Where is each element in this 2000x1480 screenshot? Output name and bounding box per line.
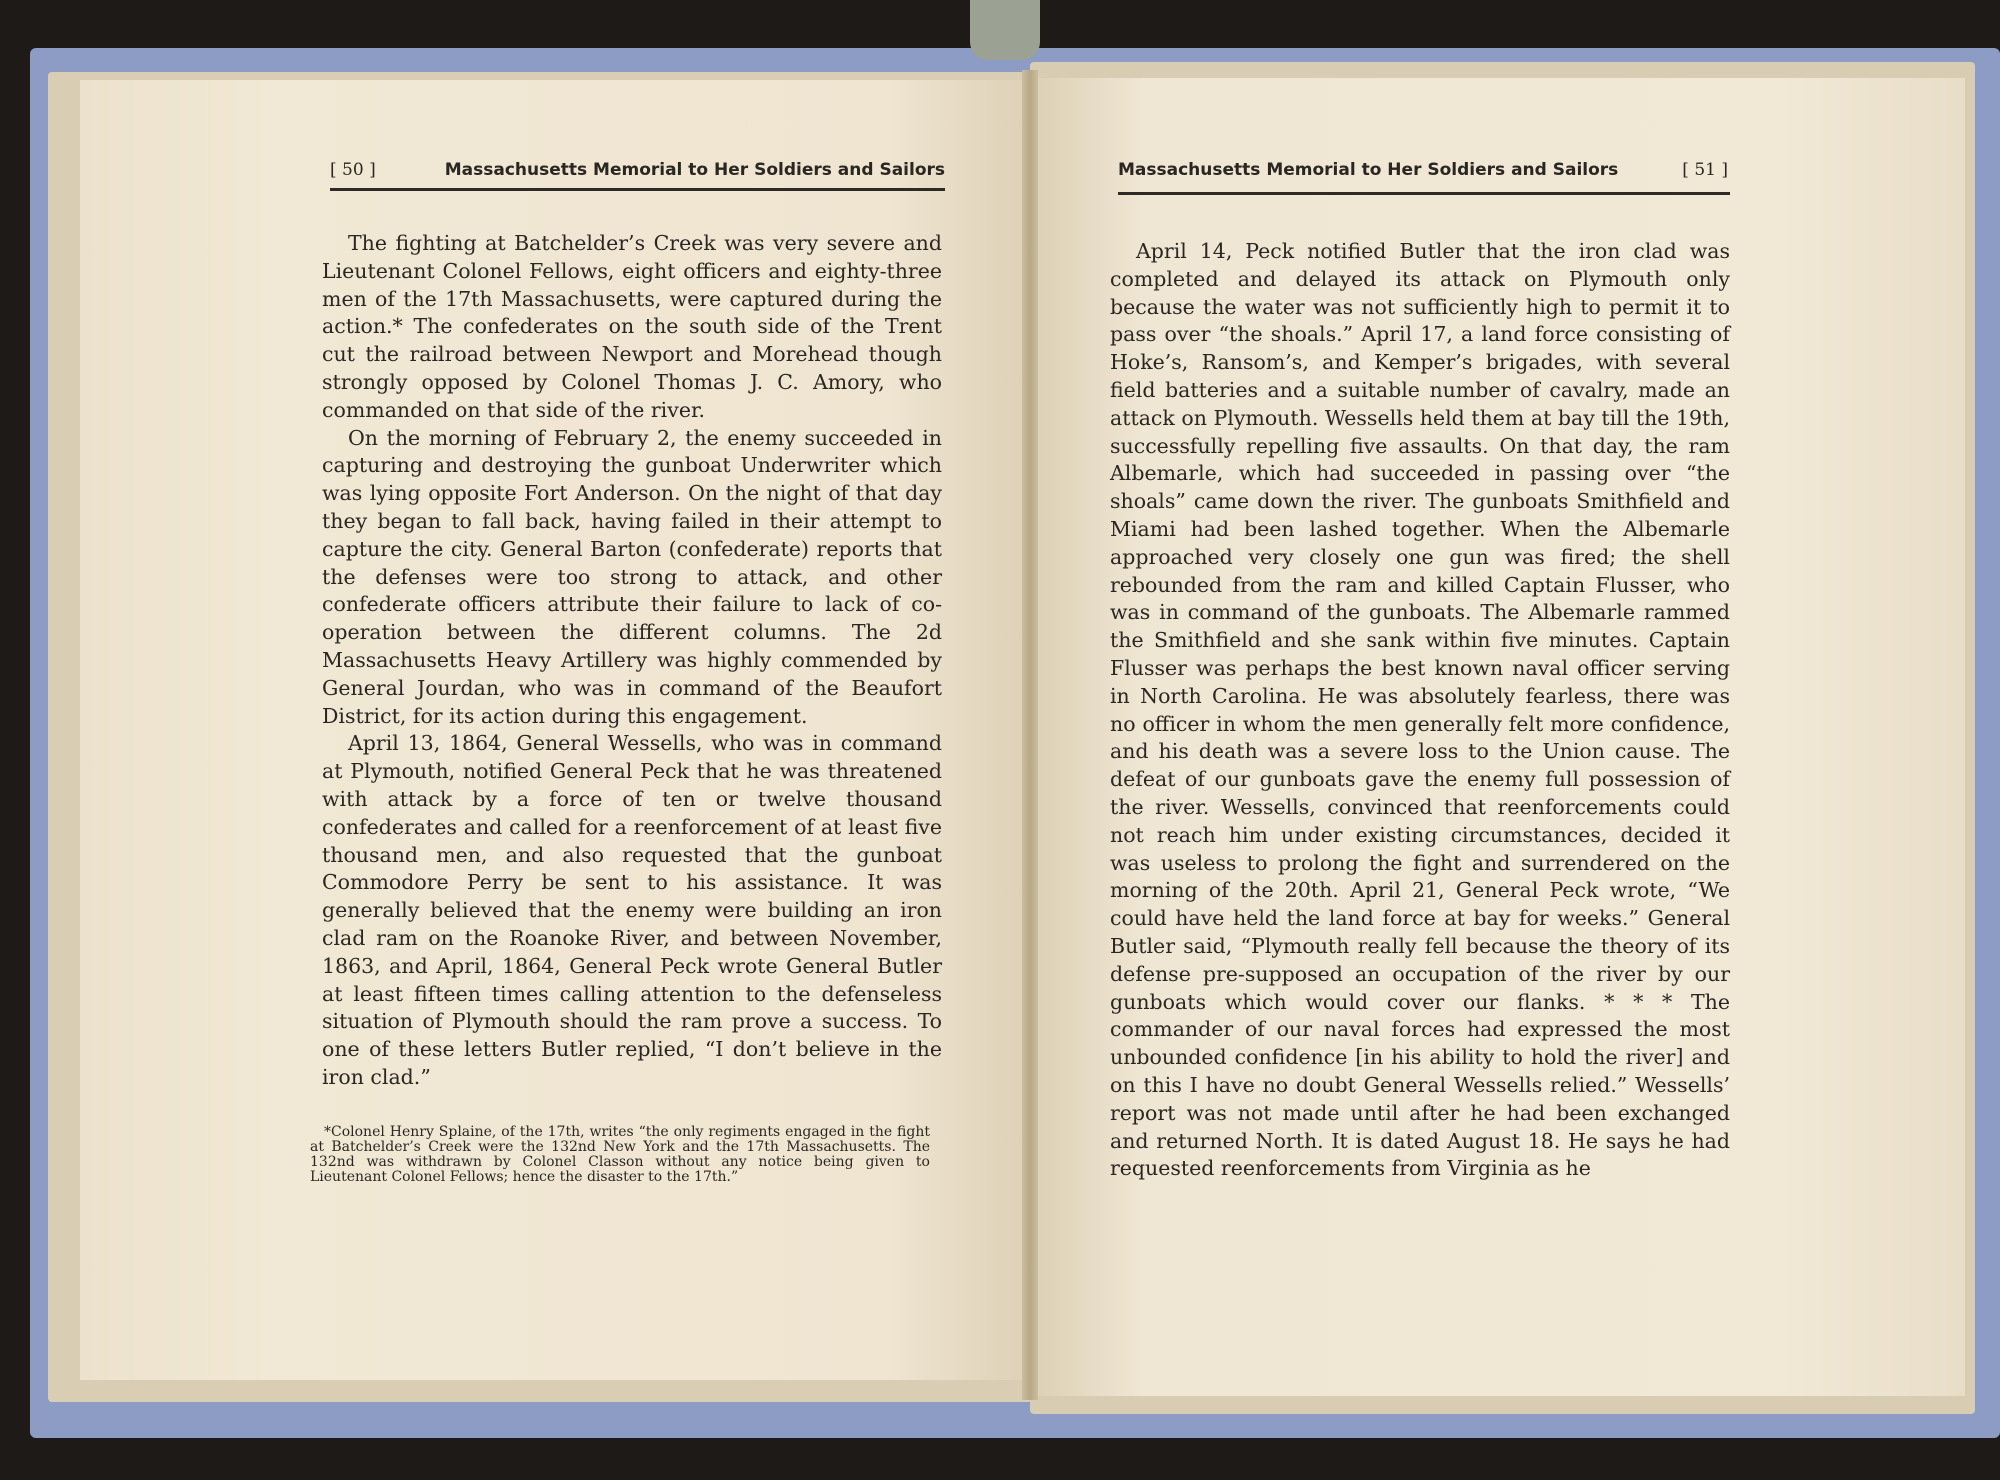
paragraph: On the morning of February 2, the enemy succeeded in capturing and destroying the gunboat Underwriter which was lying opposite Fort Anderson. On the night of that day they began to fall back, having failed in their attempt to capture the city. General Barton (confederate) reports that the defenses were too strong to attack, and other confederate officers attribute their failure to lack of co-operation between the different columns. The 2d Massachusetts Heavy Artillery was highly commended by General Jourdan, who was in command of the Beaufort District, for its action during this engagement. <box>322 425 942 728</box>
footnote <box>310 1125 930 1185</box>
bookmark-ribbon <box>970 0 1040 60</box>
paragraph: April 13, 1864, General Wessells, who was in command at Plymouth, notified General Peck that he was threatened with attack by a force of ten or twelve thousand confederates and called for a reenforcement of at least five thousand men, and also requested that the gunboat Commodore Perry be sent to his assistance. It was generally believed that the enemy were building an iron clad ram on the Roanoke River, and between November, 1863, and April, 1864, General Peck wrote General Butler at least fifteen times calling attention to the defenseless situation of Plymouth should the ram prove a success. To one of these letters Butler replied, “I don’t believe in the iron clad.” <box>322 731 942 1089</box>
right-page-body <box>1110 238 1730 1183</box>
left-page-body <box>322 230 942 1092</box>
footnote-text: *Colonel Henry Splaine, of the 17th, writes “the only regiments engaged in the fight at Batchelder’s Creek were the 132nd New York and the 17th Massachusetts. The 132nd was withdrawn by Colonel Classon without any notice being given to Lieutenant Colonel Fellows; hence the disaster to the 17th.” <box>310 1124 930 1185</box>
paragraph: April 14, Peck notified Butler that the iron clad was completed and delayed its attack on Plymouth only because the water was not sufficiently high to permit it to pass over “the shoals.” April 17, a land force consisting of Hoke’s, Ransom’s, and Kemper’s brigades, with several field batteries and a suitable number of cavalry, made an attack on Plymouth. Wessells held them at bay till the 19th, successfully repelling five assaults. On that day, the ram Albemarle, which had succeeded in passing over “the shoals” came down the river. The gunboats Smithfield and Miami had been lashed together. When the Albemarle approached very closely one gun was fired; the shell rebounded from the ram and killed Captain Flusser, who was in command of the gunboats. The Albemarle rammed the Smithfield and she sank within five minutes. Captain Flusser was perhaps the best known naval officer serving in North Carolina. He was absolutely fearless, there was no officer in whom the men generally felt more confidence, and his death was a severe loss to the Union cause. The defeat of our gunboats gave the enemy full possession of the river. Wessells, convinced that reenforcements could not reach him under existing circumstances, decided it was useless to prolong the fight and surrendered on the morning of the 20th. April 21, General Peck wrote, “We could have held the land force at bay for weeks.” General Butler said, “Plymouth really fell because the theory of its defense pre-supposed an occupation of the river by our gunboats which would cover our flanks. * * * The commander of our naval forces had expressed the most unbounded confidence [in his ability to hold the river] and on this I have no doubt General Wessells relied.” Wessells’ report was not made until after he had been exchanged and returned North. It is dated August 18. He says he had requested reenforcements from Virginia as he <box>1110 239 1730 1181</box>
header-rule <box>1118 192 1730 195</box>
book-gutter <box>1022 70 1038 1400</box>
running-title: Massachusetts Memorial to Her Soldiers and Sailors <box>1118 160 1619 180</box>
page-number: [ 50 ] <box>330 160 376 180</box>
running-title: Massachusetts Memorial to Her Soldiers and Sailors <box>444 160 945 180</box>
right-page-header <box>1118 160 1728 180</box>
paragraph: The fighting at Batchelder’s Creek was very severe and Lieutenant Colonel Fellows, eight officers and eighty-three men of the 17th Massachusetts, were captured during the action.* The confederates on the south side of the Trent cut the railroad between Newport and Morehead though strongly opposed by Colonel Thomas J. C. Amory, who commanded on that side of the river. <box>322 231 942 422</box>
page-number: [ 51 ] <box>1682 160 1728 180</box>
left-page-header <box>330 160 945 180</box>
header-rule <box>330 188 945 191</box>
